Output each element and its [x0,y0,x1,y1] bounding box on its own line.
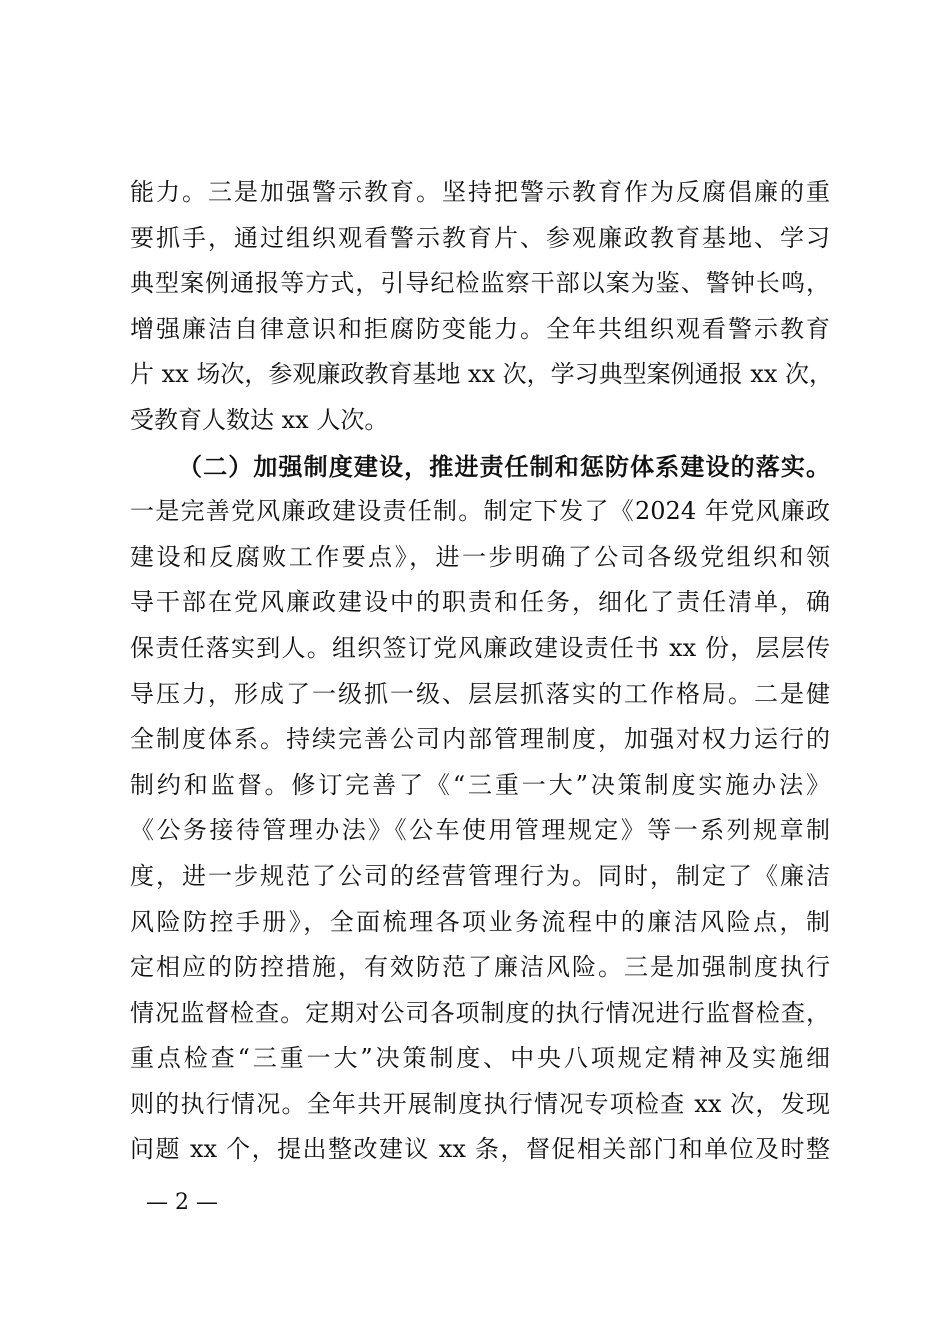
text-line: 受教育人数达 xx 人次。 [130,405,389,434]
body-text [130,170,833,1173]
text-line: 定相应的防控措施，有效防范了廉洁风险。三是加强制度执行 [130,953,830,982]
text-line: 全制度体系。持续完善公司内部管理制度，加强对权力运行的 [130,725,830,754]
text-line: 度，进一步规范了公司的经营管理行为。同时，制定了《廉洁 [130,861,830,890]
text-line: 要抓手，通过组织观看警示教育片、参观廉政教育基地、学习 [130,223,830,252]
text-line: 则的执行情况。全年共开展制度执行情况专项检查 xx 次，发现 [130,1089,830,1118]
text-line: 问题 xx 个，提出整改建议 xx 条，督促相关部门和单位及时整 [130,1135,830,1164]
text-line: 导压力，形成了一级抓一级、层层抓落实的工作格局。二是健 [130,679,830,708]
text-line: 制约和监督。修订完善了《“三重一大”决策制度实施办法》 [130,770,830,799]
text-line: 保责任落实到人。组织签订党风廉政建设责任书 xx 份，层层传 [130,633,830,662]
text-line: 片 xx 场次，参观廉政教育基地 xx 次，学习典型案例通报 xx 次， [130,360,833,389]
text-line: 情况监督检查。定期对公司各项制度的执行情况进行监督检查， [130,998,830,1027]
text-line: 建设和反腐败工作要点》，进一步明确了公司各级党组织和领 [130,542,830,571]
text-line: 增强廉洁自律意识和拒腐防变能力。全年共组织观看警示教育 [130,314,830,343]
text-line: 重点检查“三重一大”决策制度、中央八项规定精神及实施细 [130,1044,830,1073]
text-line: 风险防控手册》，全面梳理各项业务流程中的廉洁风险点，制 [130,907,830,936]
page-number: — 2 — [146,1190,218,1215]
text-line: 典型案例通报等方式，引导纪检监察干部以案为鉴、警钟长鸣， [130,269,830,298]
text-line: 一是完善党风廉政建设责任制。制定下发了《2024 年党风廉政 [130,497,830,526]
text-line: 导干部在党风廉政建设中的职责和任务，细化了责任清单，确 [130,588,830,617]
text-line: 能力。三是加强警示教育。坚持把警示教育作为反腐倡廉的重 [130,178,830,206]
section-heading: （二）加强制度建设，推进责任制和惩防体系建设的落实。 [178,451,830,481]
text-line: 《公务接待管理办法》《公车使用管理规定》等一系列规章制 [130,816,830,845]
